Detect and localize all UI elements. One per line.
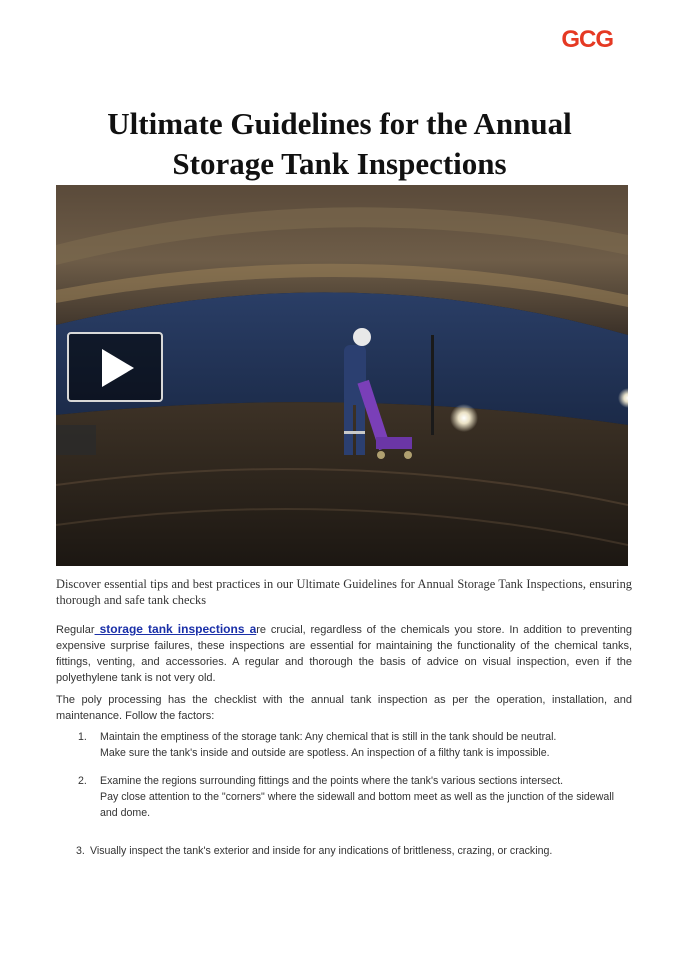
- article-tagline: Discover essential tips and best practices in our Ultimate Guidelines for Annual Storage Tank Inspections, ensuring thorough and safe tank checks: [56, 577, 632, 607]
- hero-video[interactable]: [56, 185, 628, 566]
- list-item: [56, 729, 632, 761]
- company-logo: GCG: [561, 26, 613, 53]
- list-item-text: Maintain the emptiness of the storage tank: Any chemical that is still in the tank should be neutral.: [100, 731, 557, 743]
- list-item-text: Examine the regions surrounding fittings and the points where the tank's various sections intersect.: [100, 775, 564, 787]
- title-line-2: Storage Tank Inspections: [172, 146, 507, 181]
- play-button[interactable]: [67, 332, 163, 402]
- intro-prefix: Regular: [56, 624, 95, 636]
- list-item-number: 3.: [76, 845, 85, 857]
- list-item-text: Pay close attention to the "corners" where the sidewall and bottom meet as well as the junction of the sidewall and dome.: [100, 791, 614, 819]
- storage-tank-inspections-link[interactable]: storage tank inspections a: [94, 622, 257, 636]
- list-item-text: Visually inspect the tank's exterior and inside for any indications of brittleness, crazing, or cracking.: [90, 845, 553, 857]
- checklist-intro-paragraph: The poly processing has the checklist with the annual tank inspection as per the operation, installation, and maintenance. Follow the factors:: [56, 694, 632, 722]
- intro-paragraph: [56, 621, 632, 686]
- list-item-text: Make sure the tank's inside and outside are spotless. An inspection of a filthy tank is impossible.: [100, 747, 550, 759]
- play-icon: [100, 347, 136, 389]
- intro-suffix: re crucial, regardless of the chemicals you store. In addition to preventing expensive surprise failures, these inspections are essential for maintaining the functionality of the chemical tanks, fittings, venting, and accessories. A regular and thorough the basis of advice on visual inspection, even if the polyethylene tank is not very old.: [56, 624, 633, 684]
- list-item-indent: [56, 745, 100, 761]
- page-title: [40, 104, 639, 184]
- list-item-number: 1.: [78, 731, 87, 743]
- list-item-indent: [56, 789, 100, 821]
- title-line-1: Ultimate Guidelines for the Annual: [107, 106, 572, 141]
- list-item: [56, 843, 632, 859]
- list-item: [56, 773, 632, 821]
- list-item-number: 2.: [78, 775, 87, 787]
